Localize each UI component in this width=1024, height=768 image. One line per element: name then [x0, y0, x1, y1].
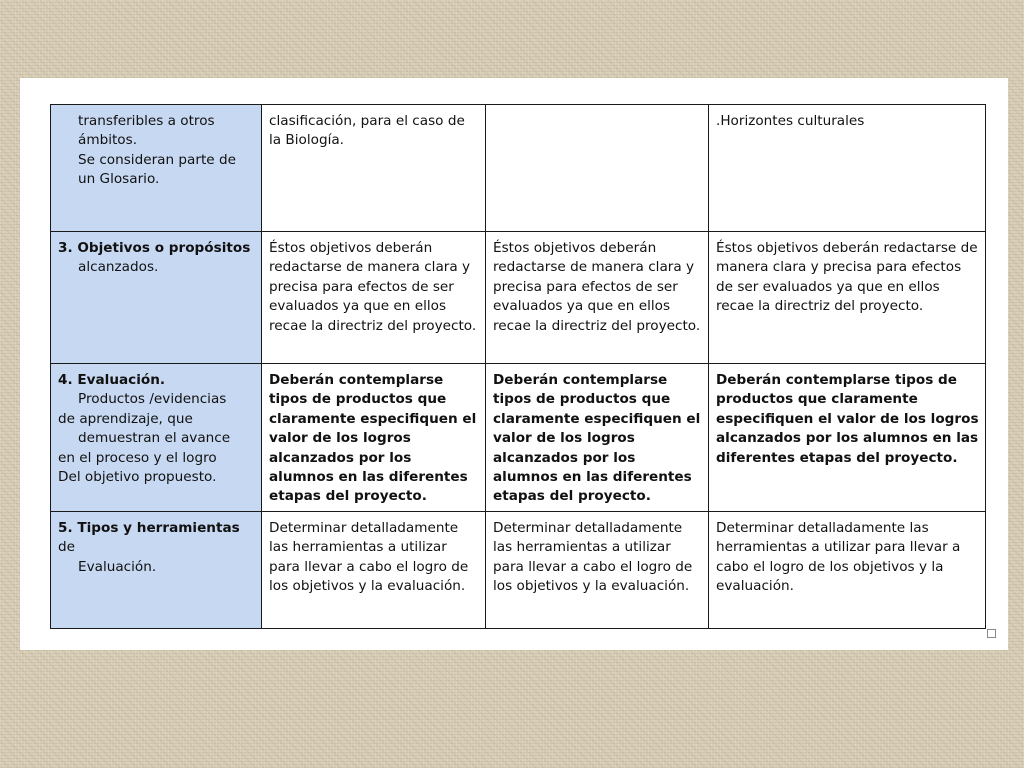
- table-cell: Deberán contemplarse tipos de productos que claramente especifiquen el valor de los logros alcanzados por los alumnos en las diferentes etapas del proyecto.: [486, 364, 709, 512]
- label-line: Productos /evidencias: [78, 391, 227, 408]
- table-cell: Determinar detalladamente las herramientas a utilizar para llevar a cabo el logro de los objetivos y la evaluación.: [262, 512, 486, 629]
- label-line: ámbitos.: [78, 132, 138, 149]
- label-heading: 4. Evaluación.: [58, 372, 166, 388]
- table-resize-handle[interactable]: [987, 629, 996, 638]
- table-cell: Determinar detalladamente las herramientas a utilizar para llevar a cabo el logro de los objetivos y la evaluación.: [486, 512, 709, 629]
- table-cell: Deberán contemplarse tipos de productos que claramente especifiquen el valor de los logros alcanzados por los alumnos en las diferentes etapas del proyecto.: [262, 364, 486, 512]
- label-line: en el proceso y el logro: [58, 449, 217, 466]
- label-line: transferibles a otros: [78, 113, 215, 129]
- label-line: Se consideran parte de: [78, 151, 236, 168]
- table-row: [51, 232, 986, 364]
- label-line: Del objetivo propuesto.: [58, 469, 217, 486]
- label-line: Evaluación.: [78, 558, 157, 575]
- table-cell: [486, 105, 709, 232]
- label-line: un Glosario.: [78, 171, 160, 188]
- row-label-cell: [51, 232, 262, 364]
- label-heading: 5. Tipos y herramientas: [58, 520, 240, 536]
- row-label-cell: [51, 364, 262, 512]
- table-cell: Éstos objetivos deberán redactarse de manera clara y precisa para efectos de ser evaluados ya que en ellos recae la directriz del proyecto.: [486, 232, 709, 364]
- row-label-cell: [51, 105, 262, 232]
- table-row: [51, 364, 986, 512]
- table-row: [51, 512, 986, 629]
- table-cell: Deberán contemplarse tipos de productos que claramente especifiquen el valor de los logros alcanzados por los alumnos en las diferentes etapas del proyecto.: [709, 364, 986, 512]
- label-heading: 3. Objetivos o propósitos: [58, 240, 251, 256]
- label-heading-line: [58, 519, 255, 558]
- table-cell: Determinar detalladamente las herramientas a utilizar para llevar a cabo el logro de los objetivos y la evaluación.: [709, 512, 986, 629]
- label-line: demuestran el avance: [78, 430, 231, 447]
- label-line: alcanzados.: [78, 259, 159, 276]
- label-heading-suffix: de: [58, 539, 75, 556]
- table-row: [51, 105, 986, 232]
- table-cell: Éstos objetivos deberán redactarse de manera clara y precisa para efectos de ser evaluados ya que en ellos recae la directriz del proyecto.: [262, 232, 486, 364]
- table-cell: Éstos objetivos deberán redactarse de manera clara y precisa para efectos de ser evaluados ya que en ellos recae la directriz del proyecto.: [709, 232, 986, 364]
- table-cell: .Horizontes culturales: [709, 105, 986, 232]
- row-label-cell: [51, 512, 262, 629]
- table-cell: clasificación, para el caso de la Biología.: [262, 105, 486, 232]
- label-line: de aprendizaje, que: [58, 410, 193, 427]
- planning-table: [50, 104, 986, 629]
- slide: [20, 78, 1008, 650]
